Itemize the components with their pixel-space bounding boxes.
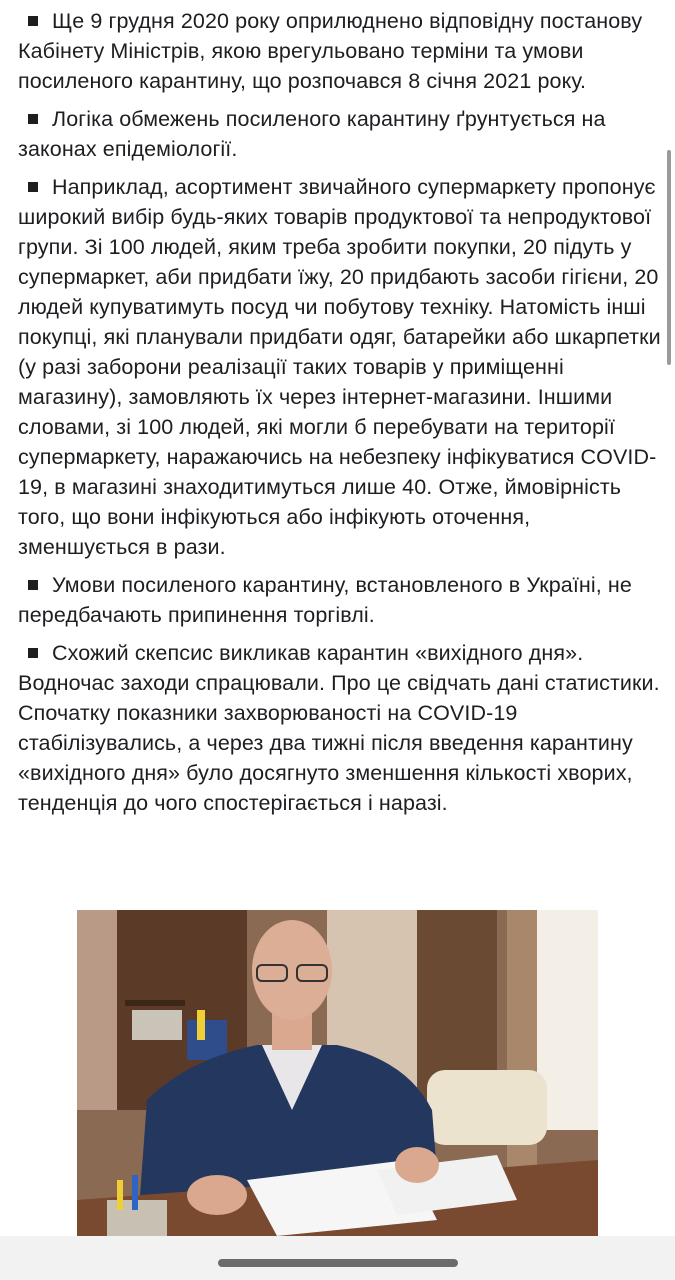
home-indicator[interactable] [218,1259,458,1267]
post-paragraph-2 [18,104,663,164]
paragraph-text: Умови посиленого карантину, встановленого в Україні, не передбачають припинення торгівлі. [18,573,632,627]
square-bullet-icon [28,114,38,124]
post-paragraph-1 [18,6,663,96]
square-bullet-icon [28,182,38,192]
scrollbar[interactable] [667,150,671,365]
paragraph-text: Схожий скепсис викликав карантин «вихідного дня». Водночас заходи спрацювали. Про це свідчать дані статистики. Спочатку показники захворюваності на COVID-19 стабілізувались, а через два тижні після введення карантину «вихідного дня» було досягнуто зменшення кількості хворих, тенденція до чого спостерігається і наразі. [18,641,660,815]
photo-man-at-desk-icon [77,910,598,1236]
bottom-bar [0,1236,675,1280]
square-bullet-icon [28,648,38,658]
post-body [18,6,663,826]
post-photo[interactable] [77,910,598,1236]
post-paragraph-5 [18,638,663,818]
square-bullet-icon [28,16,38,26]
post-paragraph-3 [18,172,663,562]
paragraph-text: Ще 9 грудня 2020 року оприлюднено відповідну постанову Кабінету Міністрів, якою врегульовано терміни та умови посиленого карантину, що розпочався 8 січня 2021 року. [18,9,643,93]
paragraph-text: Наприклад, асортимент звичайного супермаркету пропонує широкий вибір будь-яких товарів продуктової та непродуктової групи. Зі 100 людей, яким треба зробити покупки, 20 підуть у супермаркет, аби придбати їжу, 20 придбають засоби гігієни, 20 людей купуватимуть посуд чи побутову техніку. Натомість інші покупці, які планували придбати одяг, батарейки або шкарпетки (у разі заборони реалізації таких товарів у приміщенні магазину), замовляють їх через інтернет-магазини. Іншими словами, зі 100 людей, які могли б перебувати на території супермаркету, наражаючись на небезпеку інфікуватися COVID-19, в магазині знаходитимуться лише 40. Отже, ймовірність того, що вони інфікуються або інфікують оточення, зменшується в рази. [18,175,661,559]
square-bullet-icon [28,580,38,590]
paragraph-text: Логіка обмежень посиленого карантину ґрунтується на законах епідеміології. [18,107,606,161]
post-paragraph-4 [18,570,663,630]
